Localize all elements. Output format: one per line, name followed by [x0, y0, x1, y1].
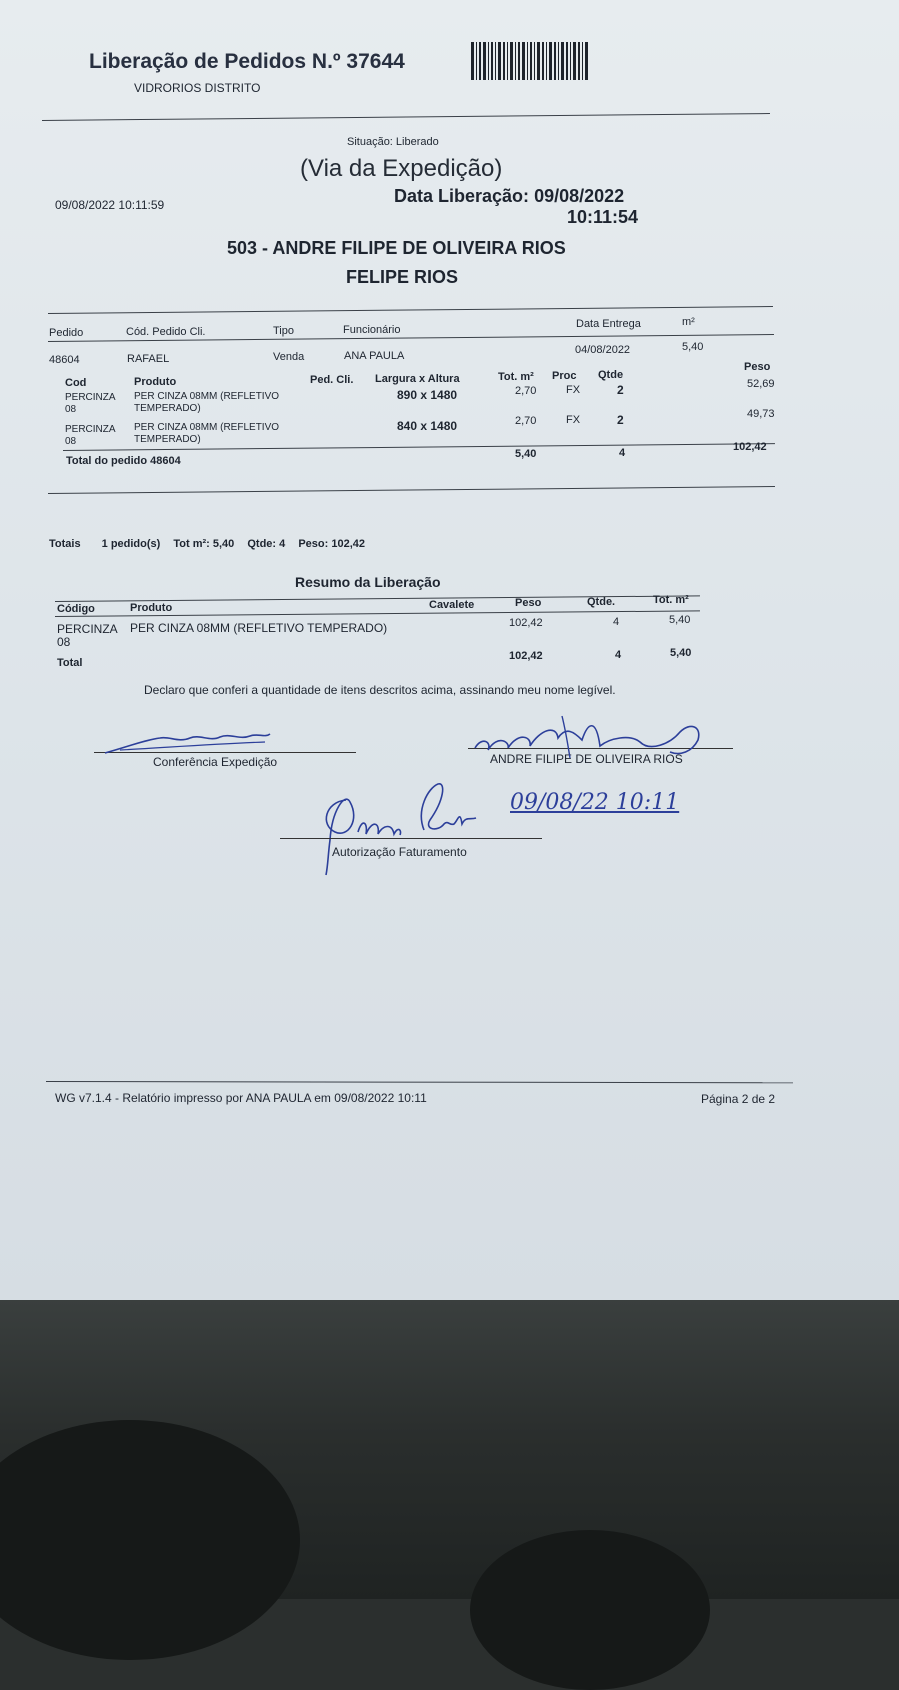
- summary-col-tot-m2: Tot. m²: [653, 594, 689, 606]
- item-2-proc: FX: [566, 414, 581, 426]
- item-col-cod: Cod: [65, 377, 87, 389]
- summary-row-peso: 102,42: [509, 617, 543, 629]
- client-signature-label: ANDRE FILIPE DE OLIVEIRA RIOS: [490, 752, 683, 766]
- order-top-rule: [48, 306, 773, 314]
- item-2-tot-m2: 2,70: [515, 415, 537, 427]
- item-col-dim: Largura x Altura: [375, 373, 460, 385]
- col-m2: m²: [682, 316, 695, 328]
- summary-title: Resumo da Liberação: [295, 574, 441, 590]
- item-2-cod: PERCINZA 08: [65, 424, 116, 447]
- summary-col-qtde: Qtde.: [587, 596, 616, 608]
- client-alias: FELIPE RIOS: [346, 267, 459, 287]
- item-1-proc: FX: [566, 384, 581, 396]
- item-col-tot-m2: Tot. m²: [498, 371, 534, 383]
- col-pedido: Pedido: [49, 327, 84, 339]
- col-funcionario: Funcionário: [343, 324, 401, 336]
- totals-m2: Tot m²: 5,40: [173, 538, 235, 550]
- item-col-peso: Peso: [744, 361, 771, 373]
- order-total-m2: 5,40: [515, 448, 537, 460]
- item-2-produto: PER CINZA 08MM (REFLETIVO TEMPERADO): [134, 422, 280, 445]
- document-title: Liberação de Pedidos N.º 37644: [89, 50, 405, 73]
- shadow-shape: [470, 1530, 710, 1690]
- company-name: VIDRORIOS DISTRITO: [134, 81, 261, 95]
- item-2-qtde: 2: [617, 413, 624, 427]
- declaration-text: Declaro que conferi a quantidade de itens descritos acima, assinando meu nome legível.: [144, 683, 616, 697]
- order-m2-value: 5,40: [682, 341, 704, 353]
- order-bottom-rule: [48, 486, 775, 494]
- item-1-dim: 890 x 1480: [397, 388, 458, 402]
- summary-total-peso: 102,42: [509, 650, 543, 662]
- client-name: 503 - ANDRE FILIPE DE OLIVEIRA RIOS: [227, 238, 566, 258]
- summary-row-qtde: 4: [613, 616, 620, 628]
- item-col-ped-cli: Ped. Cli.: [310, 374, 354, 386]
- item-1-produto: PER CINZA 08MM (REFLETIVO TEMPERADO): [134, 391, 280, 414]
- footer-rule: [46, 1081, 793, 1083]
- summary-total-label: Total: [57, 657, 83, 669]
- summary-row-tot-m2: 5,40: [669, 614, 691, 626]
- summary-total-qtde: 4: [615, 649, 622, 661]
- footer-page-number: Página 2 de 2: [701, 1092, 776, 1106]
- item-col-qtde: Qtde: [598, 369, 624, 381]
- conferencia-label: Conferência Expedição: [153, 755, 278, 769]
- totals-label: Totais: [49, 538, 81, 550]
- totals-pedidos: 1 pedido(s): [101, 538, 161, 550]
- summary-col-codigo: Código: [57, 603, 95, 615]
- summary-col-produto: Produto: [130, 602, 173, 614]
- order-total-qtde: 4: [619, 447, 626, 459]
- summary-col-peso: Peso: [515, 597, 542, 609]
- situation-label: Situação: Liberado: [347, 136, 439, 148]
- totals-line: [49, 538, 365, 550]
- item-1-cod: PERCINZA 08: [65, 392, 116, 415]
- item-1-qtde: 2: [617, 383, 624, 397]
- release-time: 10:11:54: [567, 207, 639, 227]
- item-col-proc: Proc: [552, 370, 577, 382]
- autorizacao-line: [280, 838, 542, 839]
- totals-peso: Peso: 102,42: [298, 538, 365, 550]
- order-funcionario-value: ANA PAULA: [344, 350, 405, 362]
- client-signature: [470, 712, 730, 762]
- item-1-tot-m2: 2,70: [515, 385, 537, 397]
- release-date: 09/08/2022: [534, 186, 625, 206]
- release-date-line: [394, 186, 624, 207]
- order-total-peso: 102,42: [733, 441, 767, 453]
- summary-row-produto: PER CINZA 08MM (REFLETIVO TEMPERADO): [130, 621, 388, 635]
- conferencia-signature: [100, 728, 280, 758]
- summary-row-codigo: PERCINZA 08: [57, 622, 118, 649]
- footer-report-info: WG v7.1.4 - Relatório impresso por ANA PAULA em 09/08/2022 10:11: [55, 1091, 427, 1105]
- handwritten-date: 09/08/22 10:11: [510, 790, 680, 815]
- item-1-peso: 52,69: [747, 378, 775, 390]
- item-col-produto: Produto: [134, 376, 177, 388]
- via-label: (Via da Expedição): [300, 155, 503, 182]
- col-tipo: Tipo: [273, 325, 294, 337]
- col-cod-cli: Cód. Pedido Cli.: [126, 326, 206, 338]
- order-cod-cli-value: RAFAEL: [127, 353, 170, 365]
- order-pedido-value: 48604: [49, 354, 80, 366]
- background-surface: [0, 1300, 899, 1599]
- print-datetime: 09/08/2022 10:11:59: [55, 198, 165, 212]
- order-total-label: Total do pedido 48604: [66, 455, 181, 467]
- summary-total-m2: 5,40: [670, 647, 692, 659]
- ana-paula-signature: [320, 780, 490, 880]
- col-data-entrega: Data Entrega: [576, 318, 641, 330]
- order-tipo-value: Venda: [273, 351, 305, 363]
- totals-qtde: Qtde: 4: [247, 538, 286, 550]
- autorizacao-label: Autorização Faturamento: [332, 845, 467, 859]
- order-data-entrega-value: 04/08/2022: [575, 344, 631, 356]
- header-rule: [42, 113, 770, 121]
- shadow-shape: [0, 1420, 300, 1660]
- item-2-peso: 49,73: [747, 408, 775, 420]
- release-label: Data Liberação:: [394, 186, 530, 206]
- summary-col-cavalete: Cavalete: [429, 599, 475, 611]
- barcode: [471, 42, 599, 80]
- item-2-dim: 840 x 1480: [397, 419, 458, 433]
